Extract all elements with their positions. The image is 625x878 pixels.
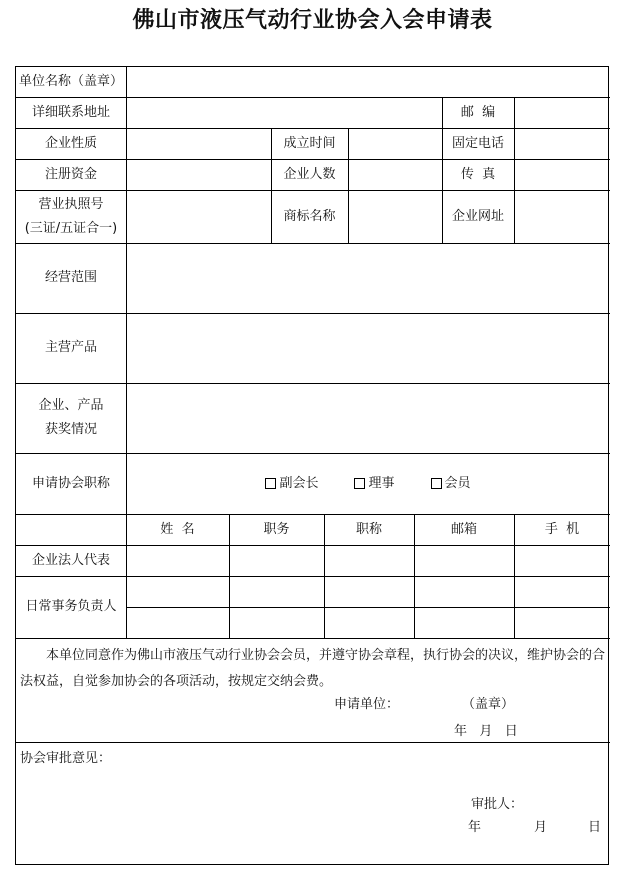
option-label: 会员 xyxy=(444,475,471,491)
daily-contact-rank-field[interactable] xyxy=(325,577,414,638)
capital-field[interactable] xyxy=(127,160,271,190)
header-title: 职务 xyxy=(263,521,290,537)
nature-field[interactable] xyxy=(127,129,271,159)
approval-year: 年 xyxy=(468,820,482,835)
awards-label-line1: 企业、产品 xyxy=(38,398,104,413)
legal-rep-name-field[interactable] xyxy=(127,546,229,576)
daily-contact-mobile-field[interactable] xyxy=(515,577,609,638)
unit-name-field[interactable] xyxy=(127,68,609,97)
awards-field[interactable] xyxy=(127,384,609,453)
position-label: 申请协会职称 xyxy=(31,475,110,491)
postcode-field[interactable] xyxy=(515,98,609,128)
products-field[interactable] xyxy=(127,314,609,383)
approval-label: 协会审批意见： xyxy=(20,751,112,766)
address-field[interactable] xyxy=(127,98,442,128)
option-label: 理事 xyxy=(368,475,395,491)
brand-label: 商标名称 xyxy=(283,208,336,224)
header-email: 邮箱 xyxy=(450,521,477,537)
position-option-member[interactable] xyxy=(431,472,471,496)
scope-field[interactable] xyxy=(127,244,609,313)
website-label: 企业网址 xyxy=(451,208,504,224)
fax-label: 传 真 xyxy=(460,166,496,182)
legal-rep-mobile-field[interactable] xyxy=(515,546,609,576)
license-field[interactable] xyxy=(127,191,271,243)
daily-contact-label: 日常事务负责人 xyxy=(25,599,117,614)
checkbox-icon[interactable] xyxy=(265,478,276,489)
awards-label xyxy=(16,383,126,453)
staff-label: 企业人数 xyxy=(283,166,336,182)
approval-month: 月 xyxy=(534,820,548,835)
postcode-label: 邮 编 xyxy=(460,104,496,120)
checkbox-icon[interactable] xyxy=(354,478,365,489)
legal-rep-email-field[interactable] xyxy=(415,546,514,576)
founded-field[interactable] xyxy=(349,129,442,159)
option-label: 副会长 xyxy=(279,475,319,491)
daily-contact-name-field[interactable] xyxy=(127,577,229,638)
capital-label: 注册资金 xyxy=(44,166,97,182)
header-name: 姓 名 xyxy=(160,521,195,537)
header-rank: 职称 xyxy=(355,521,382,537)
phone-field[interactable] xyxy=(515,129,609,159)
approval-opinion-field[interactable] xyxy=(17,767,609,864)
staff-field[interactable] xyxy=(349,160,442,190)
header-mobile: 手 机 xyxy=(544,521,580,537)
founded-label: 成立时间 xyxy=(283,135,336,151)
website-field[interactable] xyxy=(515,191,609,243)
approval-day: 日 xyxy=(588,820,602,835)
unit-name-label: 单位名称（盖章） xyxy=(18,74,123,89)
nature-label: 企业性质 xyxy=(44,135,97,151)
legal-rep-title-field[interactable] xyxy=(230,546,324,576)
form-title: 佛山市液压气动行业协会入会申请表 xyxy=(132,7,493,33)
position-options xyxy=(126,453,610,514)
products-label: 主营产品 xyxy=(44,340,97,355)
license-label xyxy=(16,190,126,243)
address-label: 详细联系地址 xyxy=(31,104,110,120)
phone-label: 固定电话 xyxy=(451,135,504,151)
application-form xyxy=(15,66,609,865)
approver-label: 审批人： xyxy=(471,797,524,812)
fax-field[interactable] xyxy=(515,160,609,190)
legal-rep-rank-field[interactable] xyxy=(325,546,414,576)
scope-label: 经营范围 xyxy=(44,270,97,285)
position-option-vice-president[interactable] xyxy=(265,472,318,496)
license-label-line2: (三证/五证合一) xyxy=(24,220,118,236)
seal-label: （盖章） xyxy=(462,697,515,712)
daily-contact-title-field[interactable] xyxy=(230,577,324,638)
position-option-director[interactable] xyxy=(354,472,394,496)
applicant-label: 申请单位： xyxy=(334,697,400,712)
declaration-text: 本单位同意作为佛山市液压气动行业协会会员，并遵守协会章程，执行协会的决议，维护协会的合法权益，自觉参加协会的各项活动，按规定交纳会费。 xyxy=(20,648,606,689)
checkbox-icon[interactable] xyxy=(431,478,442,489)
brand-field[interactable] xyxy=(349,191,442,243)
daily-contact-email-field[interactable] xyxy=(415,577,514,638)
awards-label-line2: 获奖情况 xyxy=(44,422,97,437)
declaration-date: 年 月 日 xyxy=(454,724,518,739)
license-label-line1: 营业执照号 xyxy=(38,196,104,212)
legal-rep-label: 企业法人代表 xyxy=(31,552,110,568)
